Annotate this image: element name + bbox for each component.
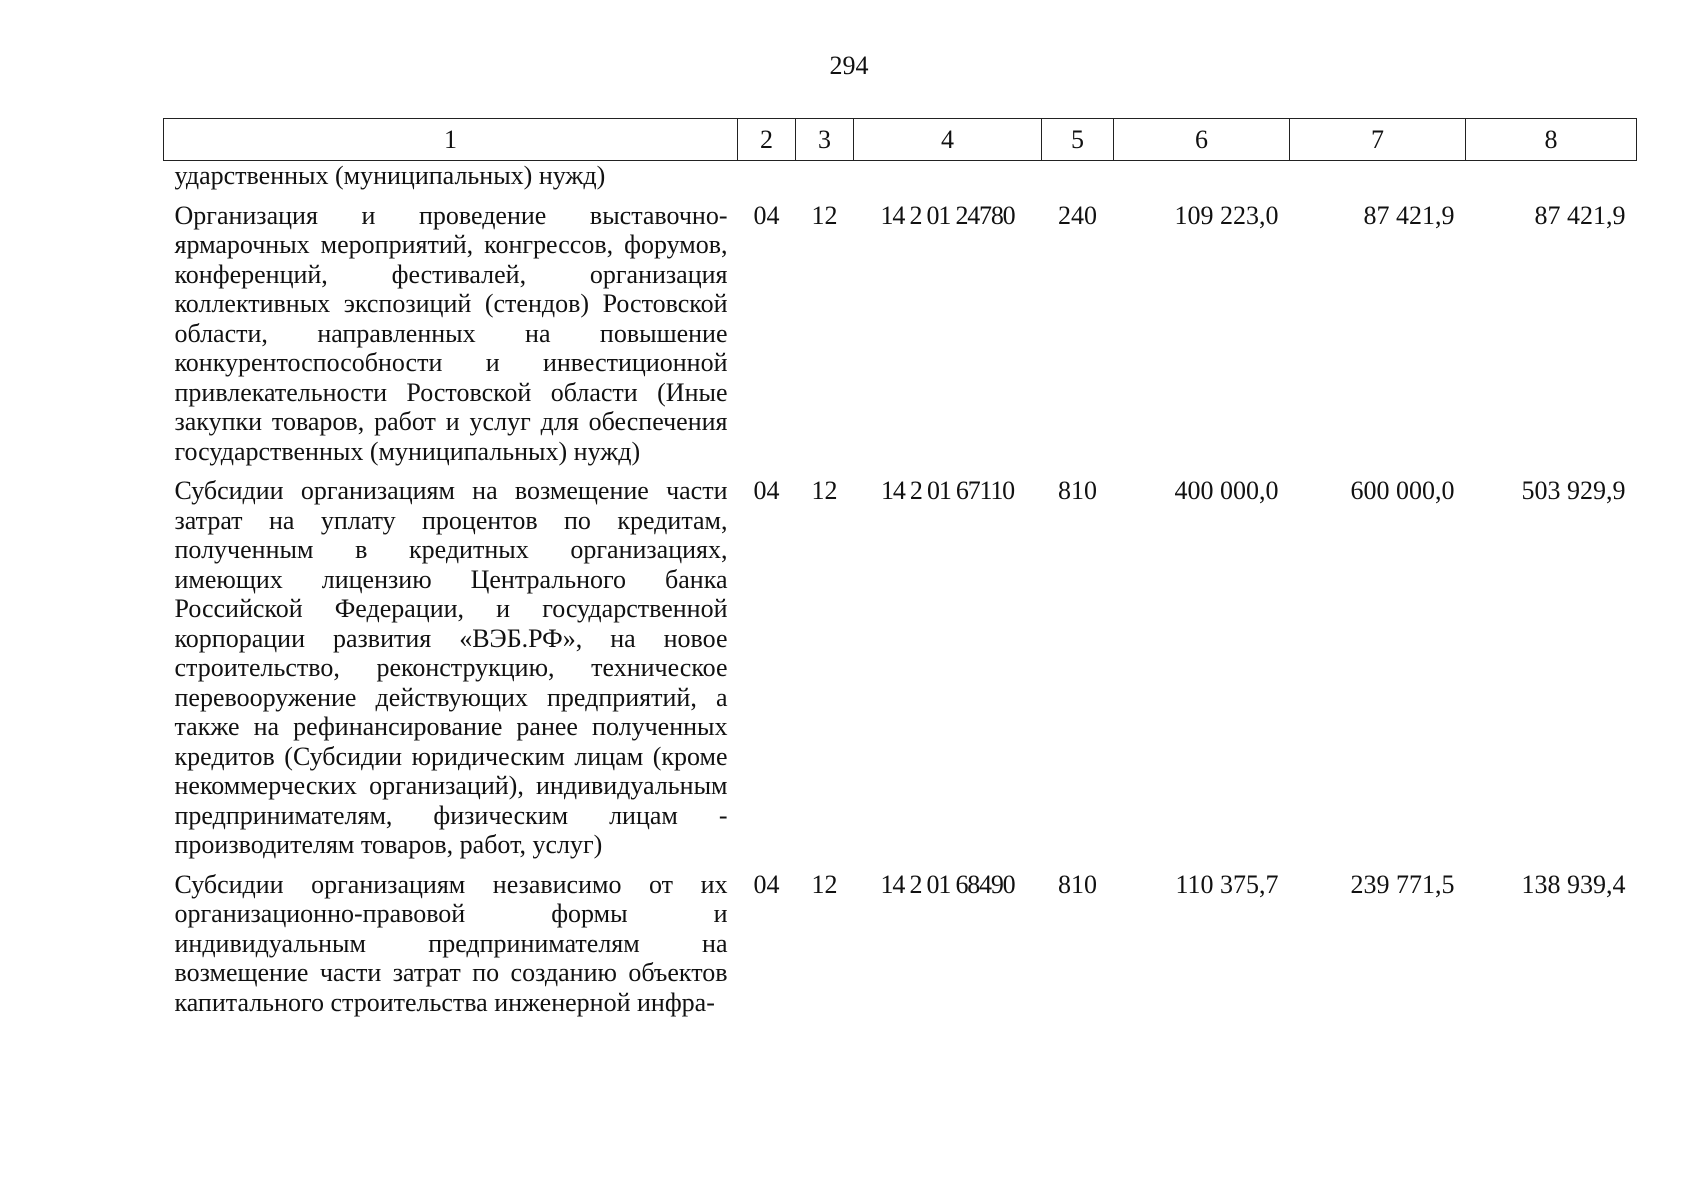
- row-amount-col-7: 239 771,5: [1350, 869, 1455, 899]
- budget-table: [163, 118, 1637, 1027]
- header-col-8: 8: [1466, 119, 1637, 161]
- row-subsection-code: 12: [811, 476, 838, 505]
- header-col-3: 3: [796, 119, 854, 161]
- row-amount-col-8: 87 421,9: [1534, 200, 1626, 230]
- row-amount-col-8: 138 939,4: [1521, 869, 1626, 899]
- row-target-article: 14 2 01 68490: [880, 869, 1015, 899]
- row-subsection-code: 12: [811, 869, 838, 899]
- header-col-7: 7: [1290, 119, 1466, 161]
- table-row: [164, 201, 1637, 477]
- header-col-6: 6: [1114, 119, 1290, 161]
- row-expense-type: 240: [1058, 200, 1097, 230]
- row-amount-col-7: 600 000,0: [1350, 476, 1455, 505]
- row-amount-col-7: 87 421,9: [1363, 200, 1455, 230]
- row-description: Субсидии организациям независимо от их организационно-правовой формы и индивидуальным предпринимателям на возмещение части затрат по созданию объектов капитального строительства инженерной инфра-: [174, 869, 728, 1017]
- row-expense-type: 810: [1058, 476, 1097, 505]
- header-col-4: 4: [854, 119, 1042, 161]
- continuation-text: ударственных (муниципальных) нужд): [174, 161, 606, 190]
- row-target-article: 14 2 01 67110: [881, 476, 1014, 505]
- table-body: [164, 161, 1637, 1028]
- header-col-1: 1: [164, 119, 738, 161]
- row-target-article: 14 2 01 24780: [880, 200, 1015, 230]
- row-amount-col-6: 400 000,0: [1174, 476, 1279, 505]
- page-number: 294: [829, 51, 869, 80]
- row-amount-col-6: 110 375,7: [1175, 869, 1279, 899]
- header-col-5: 5: [1042, 119, 1114, 161]
- continuation-row: [164, 161, 1637, 201]
- row-section-code: 04: [753, 200, 780, 230]
- row-section-code: 04: [753, 869, 780, 899]
- header-col-2: 2: [738, 119, 796, 161]
- row-subsection-code: 12: [811, 200, 838, 230]
- header-row: [164, 119, 1637, 161]
- row-amount-col-8: 503 929,9: [1521, 476, 1626, 505]
- table-row: [164, 870, 1637, 1028]
- table-row: [164, 476, 1637, 870]
- row-section-code: 04: [753, 476, 780, 505]
- row-description: Организация и проведение выставочно-ярмарочных мероприятий, конгрессов, форумов, конференций, фестивалей, организация коллективных экспозиций (стендов) Ростовской области, направленных на повышение конкурентоспособности и инвестиционной привлекательности Ростовской области (Иные закупки товаров, работ и услуг для обеспечения государственных (муниципальных) нужд): [174, 200, 728, 466]
- row-amount-col-6: 109 223,0: [1174, 200, 1279, 230]
- row-description: Субсидии организациям на возмещение части затрат на уплату процентов по кредитам, полученным в кредитных организациях, имеющих лицензию Центрального банка Российской Федерации, и государственной корпорации развития «ВЭБ.РФ», на новое строительство, реконструкцию, техническое перевооружение действующих предприятий, а также на рефинансирование ранее полученных кредитов (Субсидии юридическим лицам (кроме некоммерческих организаций), индивидуальным предпринимателям, физическим лицам - производителям товаров, работ, услуг): [174, 476, 728, 859]
- row-expense-type: 810: [1058, 869, 1097, 899]
- table-header: [164, 119, 1637, 161]
